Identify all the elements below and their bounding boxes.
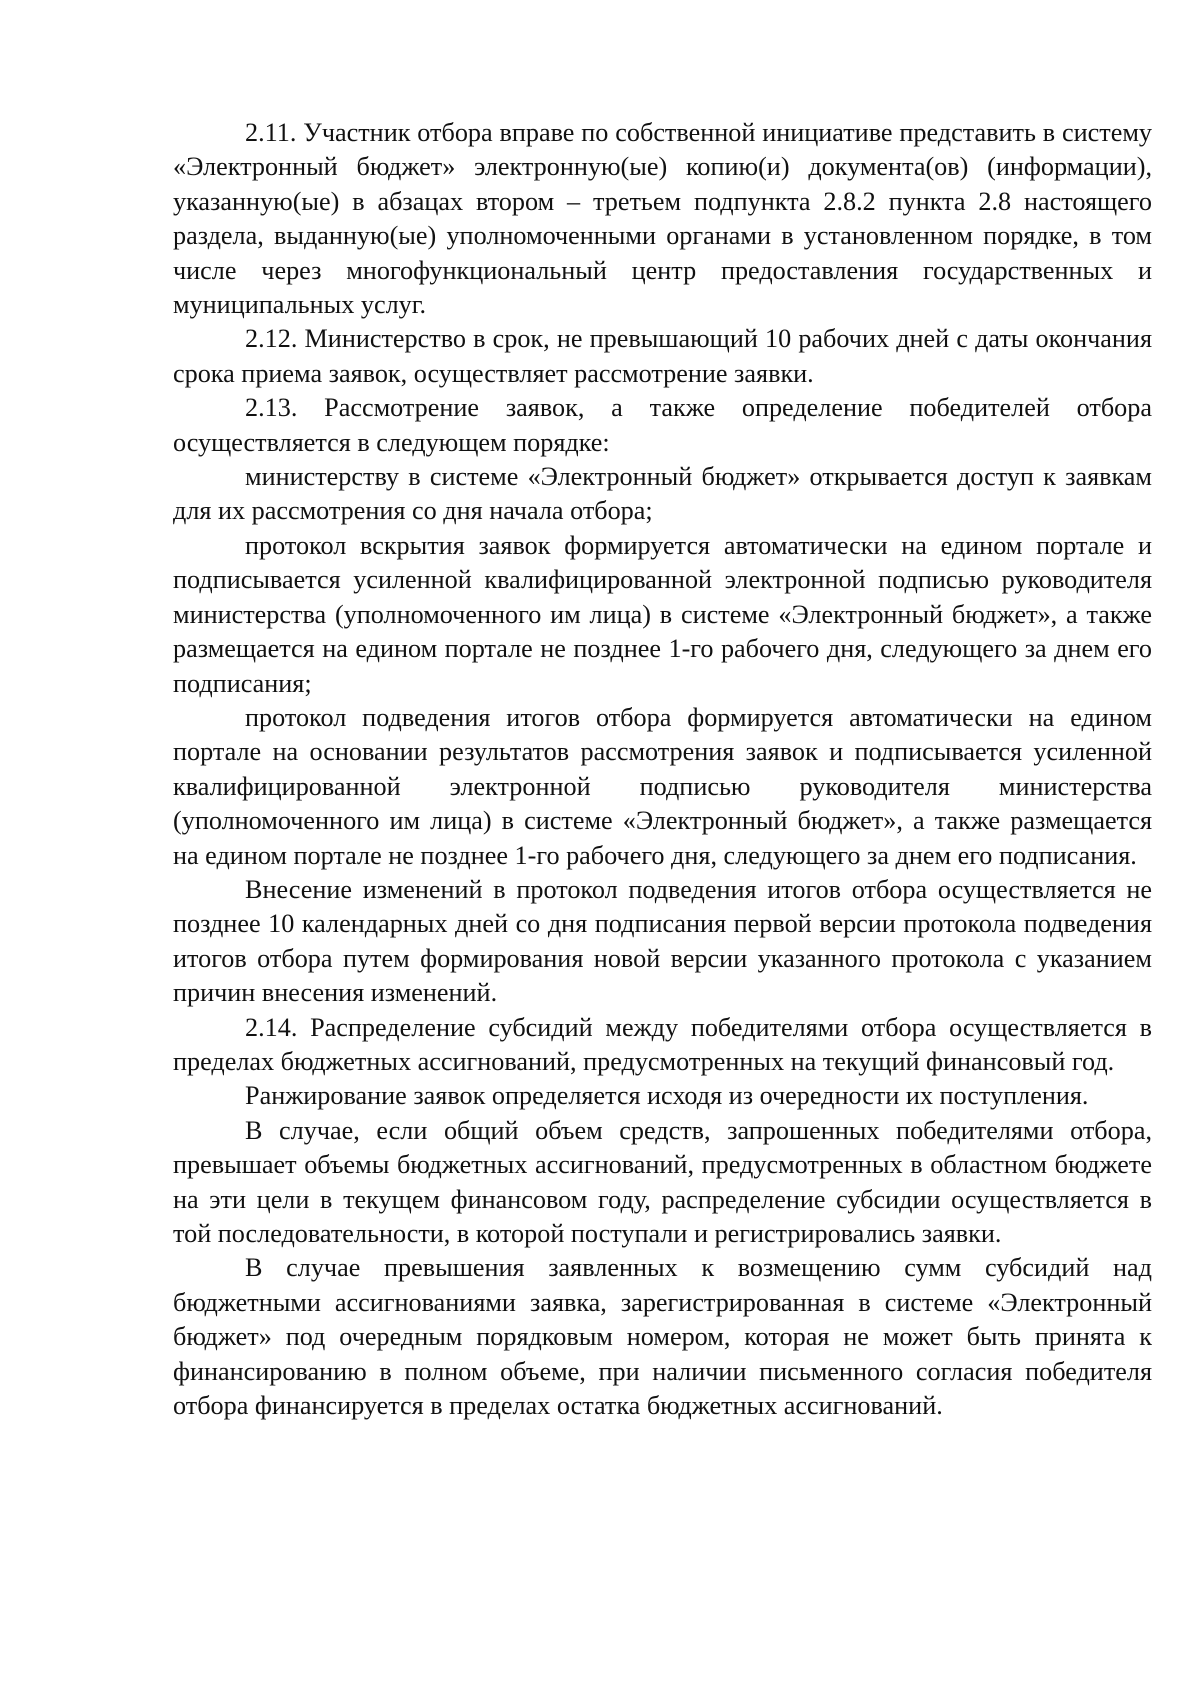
paragraph-protocol-amendments: Внесение изменений в протокол подведения итогов отбора осуществляется не позднее 10 календарных дней со дня подписания первой версии протокола подведения итогов отбора путем формирования новой версии указанного протокола с указанием причин внесения изменений. bbox=[173, 874, 1152, 1008]
paragraph-results-protocol: протокол подведения итогов отбора формируется автоматически на едином портале на основании результатов рассмотрения заявок и подписывается усиленной квалифицированной электронной подписью руководителя министерства (уполномоченного им лица) в системе «Электронный бюджет», а также размещается на едином портале не позднее 1-го рабочего дня, следующего за днем его подписания. bbox=[173, 702, 1152, 870]
paragraph-2-14: 2.14. Распределение субсидий между победителями отбора осуществляется в пределах бюджетных ассигнований, предусмотренных на текущий финансовый год. bbox=[173, 1012, 1152, 1076]
paragraph-opening-protocol: протокол вскрытия заявок формируется автоматически на едином портале и подписывается усиленной квалифицированной электронной подписью руководителя министерства (уполномоченного им лица) в системе «Электронный бюджет», а также размещается на едином портале не позднее 1-го рабочего дня, следующего за днем его подписания; bbox=[173, 530, 1152, 698]
paragraph-2-11: 2.11. Участник отбора вправе по собственной инициативе представить в систему «Электронный бюджет» электронную(ые) копию(и) документа(ов) (информации), указанную(ые) в абзацах втором – третьем подпункта 2.8.2 пункта 2.8 настоящего раздела, выданную(ые) уполномоченными органами в установленном порядке, в том числе через многофункциональный центр предоставления государственных и муниципальных услуг. bbox=[173, 118, 1152, 320]
document-page bbox=[173, 116, 1152, 1423]
paragraph-ranking: Ранжирование заявок определяется исходя из очередности их поступления. bbox=[245, 1081, 1089, 1111]
paragraph-2-12: 2.12. Министерство в срок, не превышающий 10 рабочих дней с даты окончания срока приема заявок, осуществляет рассмотрение заявки. bbox=[173, 324, 1152, 388]
paragraph-2-13: 2.13. Рассмотрение заявок, а также определение победителей отбора осуществляется в следующем порядке: bbox=[173, 393, 1152, 457]
paragraph-partial-funding: В случае превышения заявленных к возмещению сумм субсидий над бюджетными ассигнованиями заявка, зарегистрированная в системе «Электронный бюджет» под очередным порядковым номером, которая не может быть принята к финансированию в полном объеме, при наличии письменного согласия победителя отбора финансируется в пределах остатка бюджетных ассигнований. bbox=[173, 1253, 1152, 1421]
paragraph-access-to-applications: министерству в системе «Электронный бюджет» открывается доступ к заявкам для их рассмотрения со дня начала отбора; bbox=[173, 462, 1152, 526]
paragraph-funds-exceed: В случае, если общий объем средств, запрошенных победителями отбора, превышает объемы бюджетных ассигнований, предусмотренных в областном бюджете на эти цели в текущем финансовом году, распределение субсидии осуществляется в той последовательности, в которой поступали и регистрировались заявки. bbox=[173, 1115, 1152, 1248]
